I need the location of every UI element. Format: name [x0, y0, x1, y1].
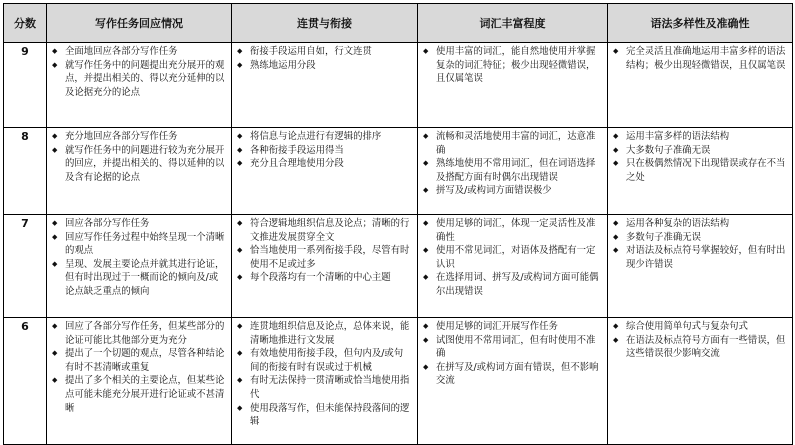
list-item: ◆ 有时无法保持一贯清晰或恰当地使用指代 — [236, 374, 411, 401]
list-item: ◆ 使用足够的词汇，体现一定灵活性及准确性 — [422, 217, 601, 244]
list-item: ◆ 在语法及标点符号方面有一些错误，但这些错误很少影响交流 — [612, 334, 786, 361]
lexical-cell — [418, 128, 608, 215]
list-item: ◆ 拼写及/或构词方面错误极少 — [422, 184, 601, 198]
list-item: ◆ 多数句子准确无误 — [612, 231, 786, 245]
task-response-cell — [47, 318, 232, 445]
list-item: ◆ 使用不常见词汇，对语体及搭配有一定认识 — [422, 244, 601, 271]
grammar-cell — [608, 43, 793, 128]
table-row-band-7 — [4, 215, 793, 318]
list-item: ◆ 恰当地使用一系列衔接手段，尽管有时使用不足或过多 — [236, 244, 411, 271]
table-row-band-9 — [4, 43, 793, 128]
header-coherence: 连贯与衔接 — [232, 4, 418, 43]
header-task-response: 写作任务回应情况 — [47, 4, 232, 43]
header-row — [4, 4, 793, 43]
list-item: ◆ 连贯地组织信息及论点，总体来说，能清晰地推进行文发展 — [236, 320, 411, 347]
grammar-cell — [608, 318, 793, 445]
list-item: ◆ 有效地使用衔接手段，但句内及/或句间的衔接有时有误或过于机械 — [236, 347, 411, 374]
list-item: ◆ 运用各种复杂的语法结构 — [612, 217, 786, 231]
list-item: ◆ 提出了一个切题的观点，尽管各种结论有时不甚清晰或重复 — [51, 347, 225, 374]
lexical-cell — [418, 43, 608, 128]
list-item: ◆ 熟练地运用分段 — [236, 59, 411, 73]
coherence-cell — [232, 43, 418, 128]
list-item: ◆ 充分地回应各部分写作任务 — [51, 130, 225, 144]
lexical-cell — [418, 318, 608, 445]
coherence-cell — [232, 318, 418, 445]
grammar-cell — [608, 215, 793, 318]
list-item: ◆ 使用丰富的词汇，能自然地使用并掌握复杂的词汇特征；极少出现轻微错误，且仅属笔误 — [422, 45, 601, 86]
band-score: 7 — [4, 215, 47, 318]
coherence-cell — [232, 128, 418, 215]
grammar-cell — [608, 128, 793, 215]
table-row-band-6 — [4, 318, 793, 445]
list-item: ◆ 只在极偶然情况下出现错误或存在不当之处 — [612, 157, 786, 184]
list-item: ◆ 综合使用简单句式与复杂句式 — [612, 320, 786, 334]
list-item: ◆ 就写作任务中的问题进行较为充分展开的回应，并提出相关的、得以延伸的以及含有论据的论点 — [51, 144, 225, 185]
header-grammar: 语法多样性及准确性 — [608, 4, 793, 43]
list-item: ◆ 符合逻辑地组织信息及论点；清晰的行文推进发展贯穿全文 — [236, 217, 411, 244]
list-item: ◆ 将信息与论点进行有逻辑的排序 — [236, 130, 411, 144]
list-item: ◆ 运用丰富多样的语法结构 — [612, 130, 786, 144]
writing-rubric-table — [3, 3, 793, 445]
table-row-band-8 — [4, 128, 793, 215]
header-lexical: 词汇丰富程度 — [418, 4, 608, 43]
list-item: ◆ 在拼写及/或构词方面有错误，但不影响交流 — [422, 361, 601, 388]
band-score: 6 — [4, 318, 47, 445]
list-item: ◆ 流畅和灵活地使用丰富的词汇，达意准确 — [422, 130, 601, 157]
list-item: ◆ 试图使用不常用词汇，但有时使用不准确 — [422, 334, 601, 361]
list-item: ◆ 提出了多个相关的主要论点，但某些论点可能未能充分展开进行论证或不甚清晰 — [51, 374, 225, 415]
task-response-cell — [47, 43, 232, 128]
list-item: ◆ 对语法及标点符号掌握较好，但有时出现少许错误 — [612, 244, 786, 271]
list-item: ◆ 在选择用词、拼写及/或构词方面可能偶尔出现错误 — [422, 271, 601, 298]
task-response-cell — [47, 128, 232, 215]
band-score: 9 — [4, 43, 47, 128]
list-item: ◆ 回应了各部分写作任务，但某些部分的论证可能比其他部分更为充分 — [51, 320, 225, 347]
coherence-cell — [232, 215, 418, 318]
list-item: ◆ 大多数句子准确无误 — [612, 144, 786, 158]
list-item: ◆ 使用段落写作，但未能保持段落间的逻辑 — [236, 402, 411, 429]
list-item: ◆ 回应各部分写作任务 — [51, 217, 225, 231]
list-item: ◆ 衔接手段运用自如，行文连贯 — [236, 45, 411, 59]
lexical-cell — [418, 215, 608, 318]
list-item: ◆ 每个段落均有一个清晰的中心主题 — [236, 271, 411, 285]
header-score: 分数 — [4, 4, 47, 43]
band-score: 8 — [4, 128, 47, 215]
list-item: ◆ 各种衔接手段运用得当 — [236, 144, 411, 158]
list-item: ◆ 使用足够的词汇开展写作任务 — [422, 320, 601, 334]
list-item: ◆ 呈现、发展主要论点并就其进行论证，但有时出现过于一概而论的倾向及/或论点缺乏重点的倾向 — [51, 258, 225, 299]
list-item: ◆ 就写作任务中的问题提出充分展开的观点，并提出相关的、得以充分延伸的以及论据充分的论点 — [51, 59, 225, 100]
list-item: ◆ 回应写作任务过程中始终呈现一个清晰的观点 — [51, 231, 225, 258]
list-item: ◆ 完全灵活且准确地运用丰富多样的语法结构；极少出现轻微错误，且仅属笔误 — [612, 45, 786, 72]
list-item: ◆ 充分且合理地使用分段 — [236, 157, 411, 171]
list-item: ◆ 全面地回应各部分写作任务 — [51, 45, 225, 59]
list-item: ◆ 熟练地使用不常用词汇，但在词语选择及搭配方面有时偶尔出现错误 — [422, 157, 601, 184]
task-response-cell — [47, 215, 232, 318]
